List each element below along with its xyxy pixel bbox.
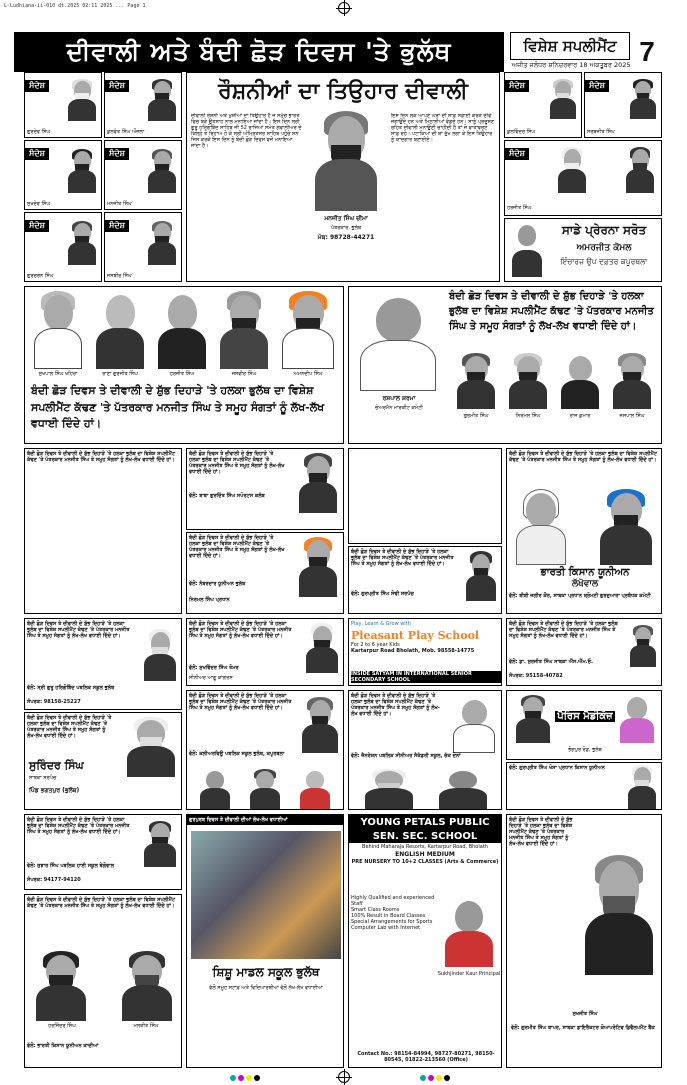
portrait-photo	[453, 353, 499, 409]
banner-name: ਸੁਖਪਾਲ ਸਿੰਘ ਖਹਿਰਾ	[38, 371, 78, 377]
portrait-photo	[215, 291, 273, 369]
sandesh-box	[24, 72, 102, 138]
ad-phone: ਸੰਪਰਕ: 98158-25227	[27, 699, 81, 705]
registration-mark-icon	[338, 2, 350, 14]
portrait-photo	[65, 221, 99, 265]
ad-text: ਬੰਦੀ ਛੋੜ ਦਿਵਸ ਤੇ ਦੀਵਾਲੀ ਦੇ ਸ਼ੁੱਭ ਦਿਹਾੜੇ 'ਤੇ ਹਲਕਾ ਭੁਲੱਥ ਦਾ ਵਿਸ਼ੇਸ਼ ਸਪਲੀਮੈਂਟ ਕੱਢਣ 'ਤੇ ਪੱਤਰਕਾਰ ਮਨਜੀਤ ਸਿੰਘ ਤੇ ਸਮੂਹ ਸੰਗਤਾਂ ਨੂੰ ਲੱਖ-ਲੱਖ ਵਧਾਈ ਦਿੰਦੇ ਹਾਂ।	[27, 451, 176, 463]
portrait-photo	[295, 453, 341, 513]
portrait-photo	[303, 623, 341, 673]
sandesh-name: ਜਸਬੀਰ ਸਿੰਘ	[107, 273, 132, 279]
lead-body-right: ਇਸ ਦਿਨ ਲੋਕ ਆਪਣੇ ਘਰਾਂ ਦੀ ਸਾਫ਼ ਸਫ਼ਾਈ ਕਰਕੇ ਦੀਵੇ ਜਗਾਉਂਦੇ ਹਨ ਅਤੇ ਮਿਠਾਈਆਂ ਵੰਡਦੇ ਹਨ। ਸਾਨੂੰ ਪ੍ਰਦੂਸ਼ਣ ਰਹਿਤ ਦੀਵਾਲੀ ਮਨਾਉਣੀ ਚਾਹੀਦੀ ਹੈ ਤਾਂ ਜੋ ਵਾਤਾਵਰਣ ਸਾਫ਼ ਰਹੇ। ਪਟਾਕਿਆਂ ਦੀ ਥਾਂ ਰੁੱਖ ਲਗਾ ਕੇ ਇਸ ਤਿਉਹਾਰ ਨੂੰ ਯਾਦਗਾਰ ਬਣਾਈਏ।	[391, 113, 495, 143]
ad-phone: ਸੰਪਰਕ: 94177-94120	[27, 877, 81, 883]
sandesh-box	[104, 72, 182, 138]
sandesh-name: ਗੁਰਦੇਵ ਸਿੰਘ	[27, 129, 51, 135]
portrait-photo	[295, 537, 341, 597]
greeting-banner-right	[348, 286, 662, 444]
lead-headline: ਰੌਸ਼ਨੀਆਂ ਦਾ ਤਿਉਹਾਰ ਦੀਵਾਲੀ	[218, 79, 468, 104]
paris-place: ਭੋਗਪੁਰ ਰੋਡ, ਭੁਲੱਥ	[568, 747, 602, 753]
young-features	[351, 895, 435, 931]
color-dot	[246, 1075, 252, 1081]
young-title: YOUNG PETALS PUBLIC	[349, 815, 501, 830]
color-dot	[238, 1075, 244, 1081]
feature-item: 100% Result in Board Classes	[351, 913, 426, 919]
author-name: ਮਨਜੀਤ ਸਿੰਘ ਚੀਮਾ	[324, 215, 368, 222]
banner-name: ਅਮਨਦੀਪ ਸਿੰਘ	[293, 371, 323, 377]
sandesh-name: ਹਰਜੀਤ ਸਿੰਘ	[507, 205, 532, 211]
ad-kisan-union	[24, 894, 182, 1068]
page-title: ਦੀਵਾਲੀ ਅਤੇ ਬੰਦੀ ਛੋੜ ਦਿਵਸ 'ਤੇ ਭੁਲੱਥ	[14, 32, 504, 72]
young-classes: PRE NURSERY TO 10+2 CLASSES (Arts & Commerce)	[351, 858, 499, 865]
portrait-photo	[145, 79, 179, 121]
ad-text: ਬੰਦੀ ਛੋੜ ਦਿਵਸ ਤੇ ਦੀਵਾਲੀ ਦੇ ਸ਼ੁੱਭ ਦਿਹਾੜੇ 'ਤੇ ਹਲਕਾ ਭੁਲੱਥ ਦਾ ਵਿਸ਼ੇਸ਼ ਸਪਲੀਮੈਂਟ ਕੱਢਣ 'ਤੇ ਪੱਤਰਕਾਰ ਮਨਜੀਤ ਸਿੰਘ ਤੇ ਸਮੂਹ ਸੰਗਤਾਂ ਨੂੰ ਲੱਖ-ਲੱਖ ਵਧਾਈ ਦਿੰਦੇ ਹਾਂ।	[509, 451, 658, 463]
portrait-photo	[277, 291, 339, 369]
portrait-photo	[555, 147, 589, 193]
ad-from: ਵੱਲੋਂ: ਕਲੀਅਰਵਿਊ ਪਬਲਿਕ ਸਕੂਲ ਭੁਲੱਥ, ਕਪੂਰਥਲਾ	[189, 751, 285, 757]
ad-text: ਬੰਦੀ ਛੋੜ ਦਿਵਸ ਤੇ ਦੀਵਾਲੀ ਦੇ ਸ਼ੁੱਭ ਦਿਹਾੜੇ 'ਤੇ ਹਲਕਾ ਭੁਲੱਥ ਦਾ ਵਿਸ਼ੇਸ਼ ਸਪਲੀਮੈਂਟ ਕੱਢਣ 'ਤੇ ਪੱਤਰਕਾਰ ਮਨਜੀਤ ਸਿੰਘ ਤੇ ਸਮੂਹ ਸੰਗਤਾਂ ਨੂੰ ਲੱਖ-ਲੱਖ ਵਧਾਈ ਦਿੰਦੇ ਹਾਂ।	[351, 693, 440, 717]
ad-from: ਵੱਲੋਂ: ਗੁਰਪ੍ਰੀਤ ਸਿੰਘ ਸੋਢੀ ਸਰਪੰਚ	[351, 591, 414, 597]
sishu-title: ਸ਼ਿਸ਼ੂ ਮਾਡਲ ਸਕੂਲ ਭੁਲੱਥ	[212, 965, 320, 979]
author-place: ਪੱਤਰਕਾਰ, ਭੁਲੱਥ	[330, 225, 362, 231]
play-title: Play, Learn & Grow with	[351, 621, 411, 627]
feature-item: Highly Qualified and experienced Staff	[351, 895, 435, 907]
young-medium: ENGLISH MEDIUM	[395, 851, 455, 858]
portrait-photo	[627, 79, 659, 119]
registration-mark-icon	[338, 1071, 350, 1083]
sandesh-label: ਸੰਦੇਸ਼	[105, 220, 129, 232]
greeting-banner-left	[24, 286, 344, 444]
ad-from: ਵੱਲੋਂ: ਗੁਰਪ੍ਰੀਤ ਸਿੰਘ ਖੋਸਾ ਪ੍ਰਧਾਨ ਕਿਸਾਨ ਯੂਨੀਅਨ	[509, 765, 605, 771]
ad-text: ਬੰਦੀ ਛੋੜ ਦਿਵਸ ਤੇ ਦੀਵਾਲੀ ਦੇ ਸ਼ੁੱਭ ਦਿਹਾੜੇ 'ਤੇ ਹਲਕਾ ਭੁਲੱਥ ਦਾ ਵਿਸ਼ੇਸ਼ ਸਪਲੀਮੈਂਟ ਕੱਢਣ 'ਤੇ ਪੱਤਰਕਾਰ ਮਨਜੀਤ ਸਿੰਘ ਤੇ ਸਮੂਹ ਸੰਗਤਾਂ ਨੂੰ ਲੱਖ-ਲੱਖ ਵਧਾਈ ਦਿੰਦੇ ਹਾਂ।	[189, 621, 292, 639]
young-contact: Contact No.: 98154-84994, 98727-80271, 98150-80545, 01822-213560 (Office)	[357, 1051, 495, 1063]
play-name: Pleasant Play School	[351, 629, 480, 642]
feature-item: Smart Class Rooms	[351, 907, 400, 913]
person-name: ਰਾਜ ਕੁਮਾਰ	[569, 413, 591, 419]
ad-from: ਵੱਲੋਂ: ਡਾ. ਸੁਰਜੀਤ ਸਿੰਘ ਸਾਬਕਾ ਐੱਸ.ਐੱਮ.ਓ.	[509, 659, 594, 665]
color-dot	[230, 1075, 236, 1081]
portrait-photo	[547, 79, 579, 119]
sandesh-label: ਸੰਦੇਸ਼	[25, 80, 49, 92]
color-bar	[230, 1075, 260, 1081]
sandesh-name: ਕੁਲਵਿੰਦਰ ਸਿੰਘ	[507, 129, 536, 135]
ad-numberdar	[186, 532, 344, 614]
portrait-photo	[247, 769, 283, 809]
ad-young-petals	[348, 814, 502, 1068]
play-contact: Kartarpur Road Bholath, Mob. 98558-14775	[351, 648, 475, 654]
feature-item: Computer Lab with Internet	[351, 925, 421, 931]
portrait-photo	[361, 769, 417, 809]
color-dot	[444, 1075, 450, 1081]
inspiration-box	[504, 218, 662, 282]
union-title: ਭਾਰਤੀ ਕਿਸਾਨ ਯੂਨੀਅਨ	[540, 567, 630, 578]
ad-surinder	[24, 712, 182, 810]
sandesh-label: ਸੰਦੇਸ਼	[25, 148, 49, 160]
portrait-photo	[623, 147, 657, 193]
sandesh-label: ਸੰਦੇਸ਼	[25, 220, 49, 232]
ad-from: ਵੱਲੋਂ: ਨੰਬਰਦਾਰ ਯੂਨੀਅਨ ਭੁਲੱਥ	[189, 581, 246, 587]
portrait-photo	[511, 489, 571, 565]
ad-greeting-group	[24, 448, 182, 614]
ad-from: ਵੱਲੋਂ: ਬਾਬਾ ਗੁਰਦਿੱਤ ਸਿੰਘ ਸਪੋਰਟਸ ਕਲੱਬ	[189, 493, 265, 499]
ad-sishu-model	[186, 814, 344, 1068]
portrait-photo	[505, 353, 551, 409]
person-name: ਮਲਕੀਤ ਸਿੰਘ	[133, 1023, 159, 1029]
crop-mark-label: L-Ludhiana-ii-010 dt.2025 02:11 2025 ... Page 1	[4, 3, 146, 9]
sandesh-label: ਸੰਦੇਸ਼	[105, 80, 129, 92]
sandesh-label: ਸੰਦੇਸ਼	[505, 80, 529, 92]
inspiration-role: ਇੰਚਾਰਜ ਉਪ ਦਫ਼ਤਰ ਕਪੂਰਥਲਾ	[560, 257, 648, 266]
person-name: ਗੁਰਮੀਤ ਸਿੰਘ	[463, 413, 489, 419]
ad-from: ਵੱਲੋਂ: ਜੈਨਰੇਸ਼ਨ ਪਬਲਿਕ ਸੀਨੀਅਰ ਸੈਕੰਡਰੀ ਸਕੂਲ, ਚੱਕ ਦੋਨਾਂ	[351, 753, 461, 759]
sishu-head: ਗੁਰਪੁਰਬ ਦਿਵਸ ਤੇ ਦੀਵਾਲੀ ਦੀਆਂ ਲੱਖ-ਲੱਖ ਵਧਾਈਆਂ	[187, 815, 343, 825]
portrait-photo	[299, 697, 341, 753]
portrait-photo	[353, 293, 443, 391]
sandesh-name: ਸੁਖਦੇਵ ਸਿੰਘ	[27, 201, 51, 207]
ad-from: ਵੱਲੋਂ: ਭਾਰਤੀ ਕਿਸਾਨ ਯੂਨੀਅਨ ਕਾਦੀਆਂ	[27, 1043, 99, 1049]
main-name: ਰਸ਼ਪਾਲ ਸ਼ਰਮਾ	[382, 395, 416, 402]
sandesh-box	[24, 212, 102, 282]
ad-text: ਬੰਦੀ ਛੋੜ ਦਿਵਸ ਤੇ ਦੀਵਾਲੀ ਦੇ ਸ਼ੁੱਭ ਦਿਹਾੜੇ 'ਤੇ ਹਲਕਾ ਭੁਲੱਥ ਦਾ ਵਿਸ਼ੇਸ਼ ਸਪਲੀਮੈਂਟ ਕੱਢਣ 'ਤੇ ਪੱਤਰਕਾਰ ਮਨਜੀਤ ਸਿੰਘ ਤੇ ਸਮੂਹ ਸੰਗਤਾਂ ਨੂੰ ਲੱਖ-ਲੱਖ ਵਧਾਈ ਦਿੰਦੇ ਹਾਂ।	[509, 817, 573, 847]
sishu-sub: ਵੱਲੋਂ ਸਮੂਹ ਸਟਾਫ਼ ਅਤੇ ਵਿਦਿਆਰਥੀਆਂ ਵੱਲੋਂ ਲੱਖ-ਲੱਖ ਵਧਾਈਆਂ	[209, 985, 323, 991]
sandesh-box	[104, 140, 182, 210]
portrait-photo	[609, 353, 655, 409]
sandesh-box	[104, 212, 182, 282]
feature-item: Special Arrangements for Sports	[351, 919, 433, 925]
ad-school	[24, 618, 182, 710]
sandesh-label: ਸੰਦੇਸ਼	[585, 80, 609, 92]
inspiration-name: ਅਮਰਜੀਤ ਕੋਮਲ	[576, 243, 632, 253]
portrait-photo	[595, 489, 657, 565]
surinder-place: ਪਿੰਡ ਭਗਤਪੁਰ (ਭੁਲੱਥ)	[29, 787, 80, 794]
sandesh-name: ਗੁਰਚਰਨ ਸਿੰਘ	[27, 273, 54, 279]
author-photo	[309, 111, 383, 211]
portrait-photo	[123, 717, 179, 777]
ad-khosa	[506, 762, 662, 810]
portrait-photo	[513, 695, 553, 743]
ad-from: ਵੱਲੋਂ: ਸੁਖਵਿੰਦਰ ਸਿੰਘ ਤੋਮਰ	[189, 665, 239, 671]
portrait-photo	[197, 769, 233, 809]
portrait-photo	[145, 221, 179, 265]
portrait-photo	[91, 291, 149, 369]
ad-text: ਬੰਦੀ ਛੋੜ ਦਿਵਸ ਤੇ ਦੀਵਾਲੀ ਦੇ ਸ਼ੁੱਭ ਦਿਹਾੜੇ 'ਤੇ ਹਲਕਾ ਭੁਲੱਥ ਦਾ ਵਿਸ਼ੇਸ਼ ਸਪਲੀਮੈਂਟ ਕੱਢਣ 'ਤੇ ਪੱਤਰਕਾਰ ਮਨਜੀਤ ਸਿੰਘ ਤੇ ਸਮੂਹ ਸੰਗਤਾਂ ਨੂੰ ਲੱਖ-ਲੱਖ ਵਧਾਈ ਦਿੰਦੇ ਹਾਂ।	[189, 535, 285, 559]
sandesh-box	[504, 72, 582, 138]
young-addr: Behind Maharaja Resorts, Kartarpur Road, Bholath	[362, 844, 488, 850]
color-dot	[436, 1075, 442, 1081]
ad-from: ਵੱਲੋਂ: ਸ੍ਰੀ ਗੁਰੂ ਹਰਿਗੋਬਿੰਦ ਪਬਲਿਕ ਸਕੂਲ ਭੁਲੱਥ	[27, 685, 115, 691]
principal-photo	[441, 897, 497, 967]
ad-jujhar-school	[24, 814, 182, 890]
ad-text: ਬੰਦੀ ਛੋੜ ਦਿਵਸ ਤੇ ਦੀਵਾਲੀ ਦੇ ਸ਼ੁੱਭ ਦਿਹਾੜੇ 'ਤੇ ਹਲਕਾ ਭੁਲੱਥ ਦਾ ਵਿਸ਼ੇਸ਼ ਸਪਲੀਮੈਂਟ ਕੱਢਣ 'ਤੇ ਪੱਤਰਕਾਰ ਮਨਜੀਤ ਸਿੰਘ ਤੇ ਸਮੂਹ ਸੰਗਤਾਂ ਨੂੰ ਲੱਖ-ਲੱਖ ਵਧਾਈ ਦਿੰਦੇ ਹਾਂ।	[27, 715, 112, 739]
surinder-role: ਸਾਬਕਾ ਸਰਪੰਚ	[29, 775, 57, 781]
sandesh-box	[504, 140, 662, 216]
sandesh-name: ਕੁਲਵੰਤ ਸਿੰਘ ਔਜਲਾ	[107, 129, 145, 135]
ad-sports-club	[186, 448, 344, 530]
banner-name: ਹਰਜੀਤ ਸਿੰਘ	[169, 371, 195, 377]
person-name: ਨਿਰਮਲ ਸਿੰਘ	[515, 413, 541, 419]
banner-name: ਜਸਵੀਰ ਸਿੰਘ	[231, 371, 257, 377]
portrait-photo	[435, 769, 491, 809]
lead-article	[186, 72, 500, 282]
main-role: ਚੇਅਰਮੈਨ ਮਾਰਕੀਟ ਕਮੇਟੀ	[375, 405, 423, 411]
ad-gurpreet	[348, 546, 502, 614]
portrait-photo	[153, 291, 211, 369]
ad-doctor	[506, 618, 662, 686]
ad-from: ਵੱਲੋਂ: ਗੁਰਮੀਤ ਸਿੰਘ ਥਾਪਰ, ਸਾਬਕਾ ਡਾਇਰੈਕਟਰ ਕੋਆਪਰੇਟਿਵ ਡਿਵੈਲਪਮੈਂਟ ਬੈਂਕ	[511, 1025, 655, 1031]
portrait-photo	[65, 149, 99, 193]
ad-union-bibi	[506, 448, 662, 614]
banner-name: ਰਾਣਾ ਗੁਰਜੀਤ ਸਿੰਘ	[102, 371, 138, 377]
sandesh-box	[24, 140, 102, 210]
sandesh-box	[584, 72, 662, 138]
ad-sub: ਸੀਨੀਅਰ ਆਗੂ ਕਾਂਗਰਸ	[189, 675, 233, 681]
lead-body-left: ਦੀਵਾਲੀ ਰੌਸ਼ਨੀ ਅਤੇ ਖੁਸ਼ੀਆਂ ਦਾ ਤਿਉਹਾਰ ਹੈ ਜੋ ਸਮੁੱਚੇ ਭਾਰਤ ਵਿਚ ਬੜੇ ਉਤਸ਼ਾਹ ਨਾਲ ਮਨਾਇਆ ਜਾਂਦਾ ਹੈ। ਇਸ ਦਿਨ ਸ੍ਰੀ ਗੁਰੂ ਹਰਿਗੋਬਿੰਦ ਸਾਹਿਬ ਜੀ 52 ਰਾਜਿਆਂ ਸਮੇਤ ਗਵਾਲੀਅਰ ਦੇ ਕਿਲ੍ਹੇ ਤੋਂ ਰਿਹਾਅ ਹੋ ਕੇ ਸ੍ਰੀ ਅੰਮ੍ਰਿਤਸਰ ਸਾਹਿਬ ਪਹੁੰਚੇ ਸਨ ਜਿਸ ਕਰਕੇ ਇਸ ਦਿਨ ਨੂੰ ਬੰਦੀ ਛੋੜ ਦਿਵਸ ਵਜੋਂ ਮਨਾਇਆ ਜਾਂਦਾ ਹੈ।	[191, 113, 302, 149]
ad-photo-collage	[348, 448, 502, 544]
ad-clearview	[186, 690, 344, 810]
color-bar	[420, 1075, 450, 1081]
ad-name: ਨਿਰਮਲ ਸਿੰਘ ਪ੍ਰਧਾਨ	[189, 597, 230, 603]
portrait-photo	[463, 551, 499, 601]
ad-play-school	[348, 618, 502, 686]
ad-text: ਬੰਦੀ ਛੋੜ ਦਿਵਸ ਤੇ ਦੀਵਾਲੀ ਦੇ ਸ਼ੁੱਭ ਦਿਹਾੜੇ 'ਤੇ ਹਲਕਾ ਭੁਲੱਥ ਦਾ ਵਿਸ਼ੇਸ਼ ਸਪਲੀਮੈਂਟ ਕੱਢਣ 'ਤੇ ਪੱਤਰਕਾਰ ਮਨਜੀਤ ਸਿੰਘ ਤੇ ਸਮੂਹ ਸੰਗਤਾਂ ਨੂੰ ਲੱਖ-ਲੱਖ ਵਧਾਈ ਦਿੰਦੇ ਹਾਂ।	[189, 693, 292, 711]
color-dot	[428, 1075, 434, 1081]
portrait-photo	[29, 291, 87, 369]
portrait-photo	[145, 149, 179, 193]
sandesh-label: ਸੰਦੇਸ਼	[505, 148, 529, 160]
ad-from: ਵੱਲੋਂ: ਬੀਬੀ ਜਗੀਰ ਕੌਰ, ਸਾਬਕਾ ਪ੍ਰਧਾਨ ਸ਼੍ਰੋਮਣੀ ਗੁਰਦੁਆਰਾ ਪ੍ਰਬੰਧਕ ਕਮੇਟੀ	[509, 593, 651, 599]
group-photo	[191, 831, 341, 959]
union-sub: ਲੱਖੋਵਾਲ	[571, 579, 599, 589]
portrait-photo	[449, 697, 499, 753]
portrait-photo	[617, 695, 657, 743]
ad-from: ਵੱਲੋਂ: ਜੁਝਾਰ ਸਿੰਘ ਪਬਲਿਕ ਹਾਈ ਸਕੂਲ ਬੇਗੋਵਾਲ	[27, 863, 115, 869]
banner-greeting: ਬੰਦੀ ਛੋੜ ਦਿਵਸ ਤੇ ਦੀਵਾਲੀ ਦੇ ਸ਼ੁੱਭ ਦਿਹਾੜੇ 'ਤੇ ਹਲਕਾ ਭੁਲੱਥ ਦਾ ਵਿਸ਼ੇਸ਼ ਸਪਲੀਮੈਂਟ ਕੱਢਣ 'ਤੇ ਪੱਤਰਕਾਰ ਮਨਜੀਤ ਸਿੰਘ ਤੇ ਸਮੂਹ ਸੰਗਤਾਂ ਨੂੰ ਲੱਖ-ਲੱਖ ਵਧਾਈ ਦਿੰਦੇ ਹਾਂ।	[449, 291, 654, 332]
play-sub: For 2 to 6 year Kids	[351, 642, 400, 648]
portrait-photo	[509, 225, 545, 277]
dateline: ਅਜੀਤ ਜਲੰਧਰ ਸ਼ਨਿਚਰਵਾਰ 18 ਅਕਤੂਬਰ 2025	[511, 61, 631, 69]
ghuman-name: ਸੁਖਜੀਤ ਸਿੰਘ	[572, 1011, 598, 1017]
portrait-photo	[625, 765, 659, 809]
ad-tomar	[186, 618, 344, 686]
portrait-photo	[297, 769, 333, 809]
portrait-photo	[141, 821, 179, 867]
photo-grid	[29, 485, 179, 611]
ad-text: ਬੰਦੀ ਛੋੜ ਦਿਵਸ ਤੇ ਦੀਵਾਲੀ ਦੇ ਸ਼ੁੱਭ ਦਿਹਾੜੇ 'ਤੇ ਹਲਕਾ ਭੁਲੱਥ ਦਾ ਵਿਸ਼ੇਸ਼ ਸਪਲੀਮੈਂਟ ਕੱਢਣ 'ਤੇ ਪੱਤਰਕਾਰ ਮਨਜੀਤ ਸਿੰਘ ਤੇ ਸਮੂਹ ਸੰਗਤਾਂ ਨੂੰ ਲੱਖ-ਲੱਖ ਵਧਾਈ ਦਿੰਦੇ ਹਾਂ।	[27, 897, 176, 909]
photo-grid	[353, 453, 499, 541]
portrait-photo	[65, 79, 99, 121]
ad-paris	[506, 690, 662, 760]
ad-text: ਬੰਦੀ ਛੋੜ ਦਿਵਸ ਤੇ ਦੀਵਾਲੀ ਦੇ ਸ਼ੁੱਭ ਦਿਹਾੜੇ 'ਤੇ ਹਲਕਾ ਭੁਲੱਥ ਦਾ ਵਿਸ਼ੇਸ਼ ਸਪਲੀਮੈਂਟ ਕੱਢਣ 'ਤੇ ਪੱਤਰਕਾਰ ਮਨਜੀਤ ਸਿੰਘ ਤੇ ਸਮੂਹ ਸੰਗਤਾਂ ਨੂੰ ਲੱਖ-ਲੱਖ ਵਧਾਈ ਦਿੰਦੇ ਹਾਂ।	[27, 817, 130, 835]
young-sub: SEN. SEC. SCHOOL	[349, 830, 501, 843]
portrait-photo	[579, 855, 659, 975]
color-dot	[420, 1075, 426, 1081]
ad-phone: ਸੰਪਰਕ: 95158-40782	[509, 673, 563, 679]
surinder-name: ਸੁਰਿੰਦਰ ਸਿੰਘ	[29, 759, 84, 772]
portrait-photo	[557, 353, 603, 409]
sandesh-name: ਸਰਬਜੀਤ ਸਿੰਘ	[587, 129, 615, 135]
play-footer: INSIDE SATYAM IN INTERNATIONAL SENIOR SECONDARY SCHOOL	[351, 671, 501, 683]
inspiration-title: ਸਾਡੇ ਪ੍ਰੇਰਨਾ ਸਰੋਤ	[561, 223, 647, 237]
sandesh-name: ਮਨਜੀਤ ਸਿੰਘ	[107, 201, 132, 207]
portrait-photo	[117, 951, 177, 1021]
author-phone: ਮੋਬ: 98728-44271	[317, 234, 375, 241]
person-name: ਜਸਪਾਲ ਸਿੰਘ	[619, 413, 645, 419]
paris-title: ਪੈਰਿਸ ਮੈਡੀਕੋਜ਼	[555, 711, 615, 722]
ad-text: ਬੰਦੀ ਛੋੜ ਦਿਵਸ ਤੇ ਦੀਵਾਲੀ ਦੇ ਸ਼ੁੱਭ ਦਿਹਾੜੇ 'ਤੇ ਹਲਕਾ ਭੁਲੱਥ ਦਾ ਵਿਸ਼ੇਸ਼ ਸਪਲੀਮੈਂਟ ਕੱਢਣ 'ਤੇ ਪੱਤਰਕਾਰ ਮਨਜੀਤ ਸਿੰਘ ਤੇ ਸਮੂਹ ਸੰਗਤਾਂ ਨੂੰ ਲੱਖ-ਲੱਖ ਵਧਾਈ ਦਿੰਦੇ ਹਾਂ।	[189, 451, 285, 475]
young-principal: Sukhjinder Kaur Principal	[437, 971, 501, 977]
person-name: ਹਰਜਿੰਦਰ ਸਿੰਘ	[48, 1023, 76, 1029]
page-number: 7	[639, 36, 655, 67]
color-dot	[254, 1075, 260, 1081]
banner-greeting: ਬੰਦੀ ਛੋੜ ਦਿਵਸ ਤੇ ਦੀਵਾਲੀ ਦੇ ਸ਼ੁੱਭ ਦਿਹਾੜੇ 'ਤੇ ਹਲਕਾ ਭੁਲੱਥ ਦਾ ਵਿਸ਼ੇਸ਼ ਸਪਲੀਮੈਂਟ ਕੱਢਣ 'ਤੇ ਪੱਤਰਕਾਰ ਮਨਜੀਤ ਸਿੰਘ ਤੇ ਸਮੂਹ ਸੰਗਤਾਂ ਨੂੰ ਲੱਖ-ਲੱਖ ਵਧਾਈ ਦਿੰਦੇ ਹਾਂ।	[31, 384, 325, 430]
ad-text: ਬੰਦੀ ਛੋੜ ਦਿਵਸ ਤੇ ਦੀਵਾਲੀ ਦੇ ਸ਼ੁੱਭ ਦਿਹਾੜੇ 'ਤੇ ਹਲਕਾ ਭੁਲੱਥ ਦਾ ਵਿਸ਼ੇਸ਼ ਸਪਲੀਮੈਂਟ ਕੱਢਣ 'ਤੇ ਪੱਤਰਕਾਰ ਮਨਜੀਤ ਸਿੰਘ ਤੇ ਸਮੂਹ ਸੰਗਤਾਂ ਨੂੰ ਲੱਖ-ਲੱਖ ਵਧਾਈ ਦਿੰਦੇ ਹਾਂ।	[509, 621, 618, 639]
supplement-label: ਵਿਸ਼ੇਸ਼ ਸਪਲੀਮੈਂਟ	[510, 32, 630, 60]
ad-generation-school	[348, 690, 502, 810]
ad-text: ਬੰਦੀ ਛੋੜ ਦਿਵਸ ਤੇ ਦੀਵਾਲੀ ਦੇ ਸ਼ੁੱਭ ਦਿਹਾੜੇ 'ਤੇ ਹਲਕਾ ਭੁਲੱਥ ਦਾ ਵਿਸ਼ੇਸ਼ ਸਪਲੀਮੈਂਟ ਕੱਢਣ 'ਤੇ ਪੱਤਰਕਾਰ ਮਨਜੀਤ ਸਿੰਘ ਤੇ ਸਮੂਹ ਸੰਗਤਾਂ ਨੂੰ ਲੱਖ-ਲੱਖ ਵਧਾਈ ਦਿੰਦੇ ਹਾਂ।	[27, 621, 130, 639]
ad-thapar	[506, 814, 662, 1068]
ad-text: ਬੰਦੀ ਛੋੜ ਦਿਵਸ ਤੇ ਦੀਵਾਲੀ ਦੇ ਸ਼ੁੱਭ ਦਿਹਾੜੇ 'ਤੇ ਹਲਕਾ ਭੁਲੱਥ ਦਾ ਵਿਸ਼ੇਸ਼ ਸਪਲੀਮੈਂਟ ਕੱਢਣ 'ਤੇ ਪੱਤਰਕਾਰ ਮਨਜੀਤ ਸਿੰਘ ਤੇ ਸਮੂਹ ਸੰਗਤਾਂ ਨੂੰ ਲੱਖ-ਲੱਖ ਵਧਾਈ ਦਿੰਦੇ ਹਾਂ।	[351, 549, 454, 567]
portrait-photo	[31, 951, 91, 1021]
portrait-photo	[141, 629, 179, 681]
sandesh-label: ਸੰਦੇਸ਼	[105, 148, 129, 160]
